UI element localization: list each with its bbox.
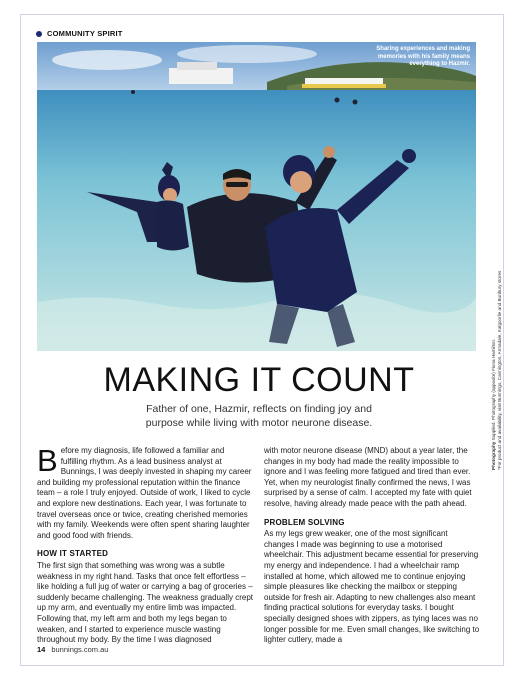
article-title: MAKING IT COUNT xyxy=(103,361,415,399)
article-column-left xyxy=(37,443,253,646)
credit-line-1: Supplied. Photography (opposite) Fiona Hamilton. xyxy=(491,338,496,441)
hero-photo xyxy=(37,42,476,351)
intro-text: efore my diagnosis, life followed a familiar and fulfilling rhythm. As a lead business analyst at Bunnings, I was deeply invested in shaping my career and building my professional reputation within the finance team – a role I truly enjoyed. Outside of work, I liked to cycle and explore new destinations. Each year, I was fortunate to travel overseas once or twice, creating cherished memories with my family. Weekends were often spent sharing laughter and good food with friends. xyxy=(37,446,252,540)
section-label xyxy=(36,29,123,38)
page-footer xyxy=(37,645,108,654)
section-dot-icon xyxy=(36,31,42,37)
subheading-problem-solving: PROBLEM SOLVING xyxy=(264,517,345,527)
snorkelling-family-photo xyxy=(37,42,476,351)
section-label-text: COMMUNITY SPIRIT xyxy=(47,29,123,38)
drop-cap: B xyxy=(37,443,58,478)
body-paragraph-3: As my legs grew weaker, one of the most significant changes I made was beginning to use a motorised wheelchair. This adjustment became essential for preserving my energy and independence. I had a wheelchair ramp installed at home, which allowed me to continue enjoying simple pleasures like checking the mailbox or stepping outside for fresh air. Adapting to new challenges also meant finding practical solutions for everyday tasks. I bought specially designed shoes with zippers, as tying laces was no longer possible for me. Even small changes, like switching to lighter cutlery, made a xyxy=(264,529,480,645)
credit-line-2: *For product and availability, visit Bunnings, Cannington, Armadale, Kalgoorlie and Bunbury stores xyxy=(496,270,502,470)
body-paragraph-2: with motor neurone disease (MND) about a year later, the changes in my body had made the reality impossible to ignore and I was feeling more fatigued and tired than ever. Yet, when my neurologist finally confirmed the news, I was surprised by a sense of calm. I accepted my fate with quiet resolve, having already made peace with the path ahead. xyxy=(264,446,472,508)
credit-label: Photography xyxy=(491,441,496,470)
body-paragraph-1: The first sign that something was wrong was a subtle weakness in my right hand. Tasks that once felt effortless – like holding a full jug of water or carrying a bag of groceries – suddenly became challenging. The weakness gradually crept up my arm, and eventually my entire limb was impacted. Following that, my left arm and both my legs began to weaken, and I started to experience muscle wasting throughout my body. By the time I was diagnosed xyxy=(37,560,253,645)
photo-credit xyxy=(491,270,502,470)
subheading-how-it-started: HOW IT STARTED xyxy=(37,549,109,559)
photo-caption: Sharing experiences and making memories with his family means everything to Hazmir. xyxy=(376,46,470,67)
article-column-right xyxy=(264,446,480,646)
article-deck: Father of one, Hazmir, reflects on finding joy and purpose while living with motor neurone disease. xyxy=(145,403,373,429)
intro-paragraph xyxy=(37,443,253,541)
page-number: 14 xyxy=(37,645,46,654)
footer-url: bunnings.com.au xyxy=(51,645,109,654)
